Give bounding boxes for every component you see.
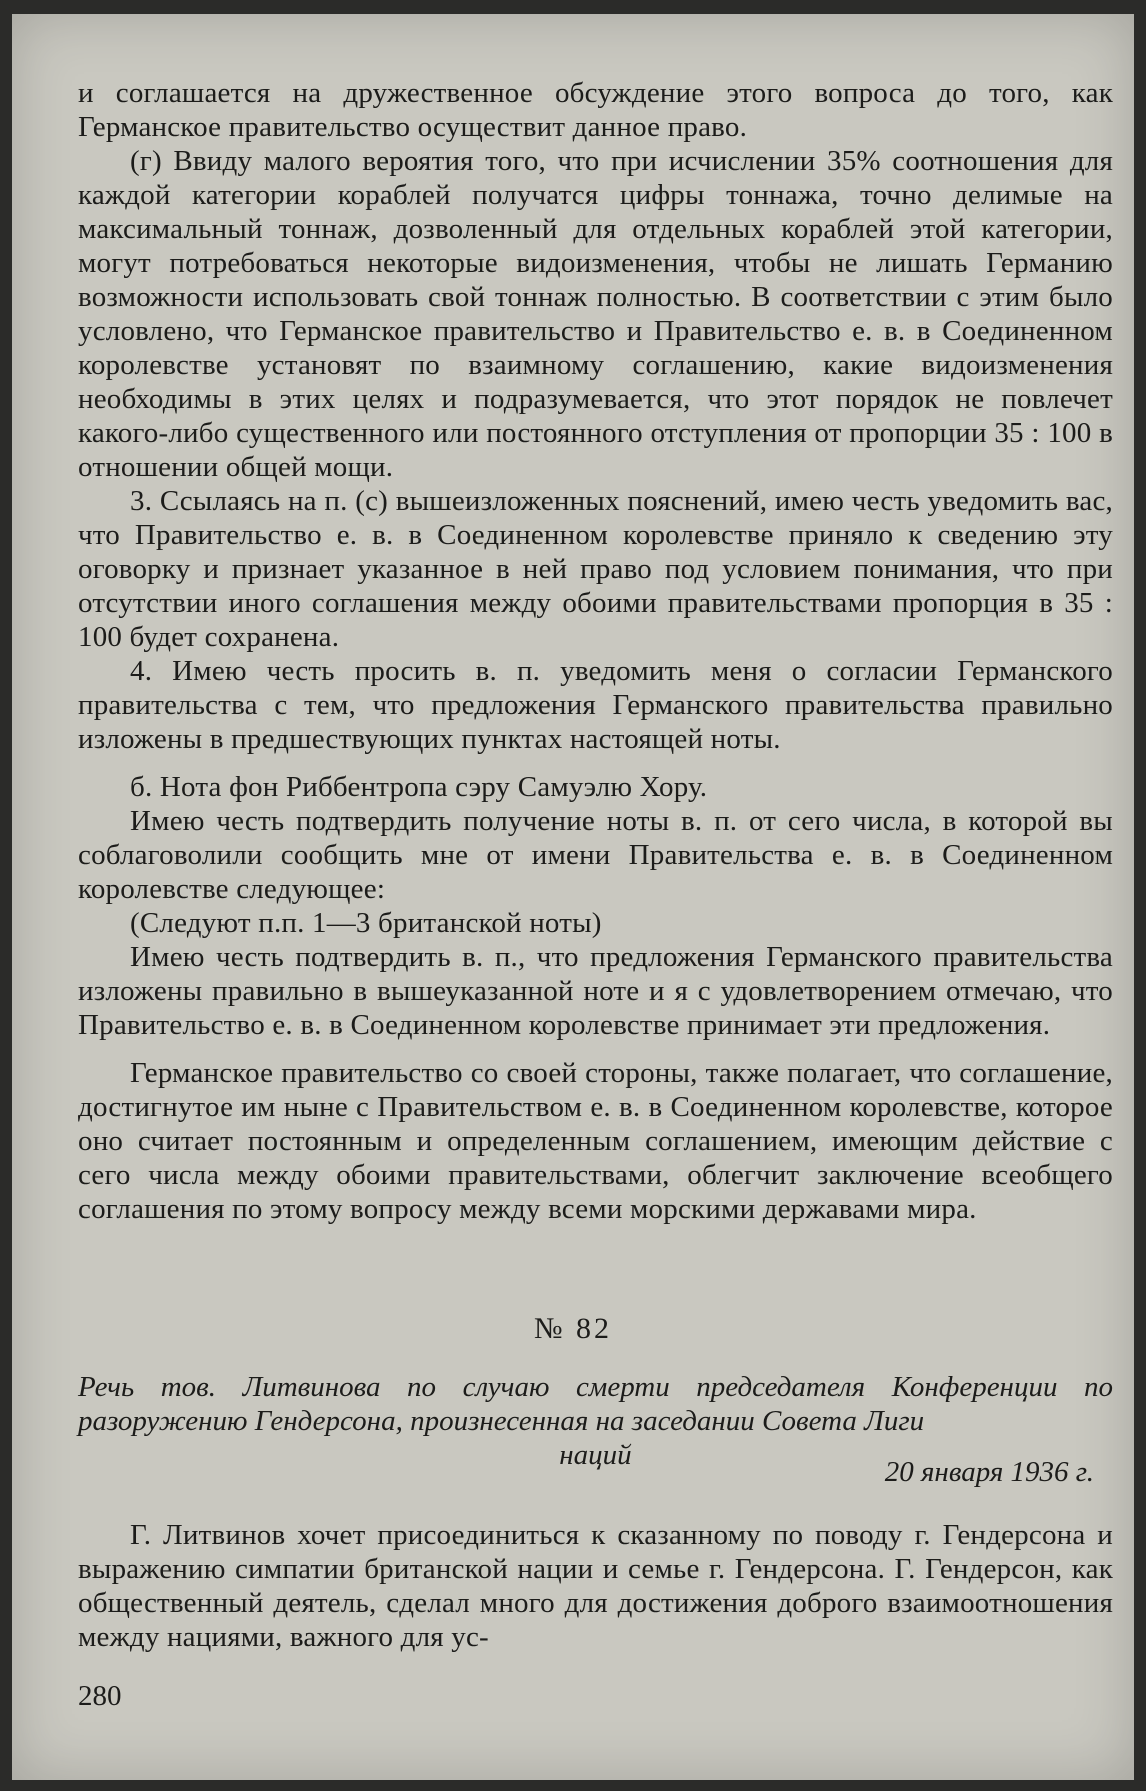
paragraph-point-4: 4. Имею честь просить в. п. уведомить меня о согласии Германского правительства с тем, что предложения Германского правительства правильно изложены в предшествующих пунктах настоящей ноты. [78,655,1113,755]
note-b-paragraph-4: Германское правительство со своей стороны, также полагает, что соглашение, достигнутое им ныне с Правительством е. в. в Соединенном королевстве, которое оно считает постоянным и определенным соглашением, имеющим действие с сего числа между обоими правительствами, облегчит заключение всеобщего соглашения по этому вопросу между всеми морскими державами мира. [78,1057,1113,1225]
page-number: 280 [78,1680,122,1712]
paragraph-continuation: и соглашается на дружественное обсуждение этого вопроса до того, как Германское правительство осуществит данное право. [78,77,1113,143]
text-block-speech [78,1518,1113,1654]
book-page [12,14,1134,1780]
document-date: 20 января 1936 г. [884,1456,1094,1488]
note-b-paragraph-3: Имею честь подтвердить в. п., что предложения Германского правительства изложены правильно в вышеуказанной ноте и я с удовлетворением отмечаю, что Правительство е. в. в Соединенном королевстве принимает эти предложения. [78,941,1113,1041]
note-b-paragraph-2: (Следуют п.п. 1—3 британской ноты) [130,907,602,939]
note-b-paragraph-1: Имею честь подтвердить получение ноты в. п. от сего числа, в которой вы соблаговолили сообщить мне от имени Правительства е. в. в Соединенном королевстве следующее: [78,805,1113,905]
paragraph-clause-g: (г) Ввиду малого вероятия того, что при исчислении 35% соотношения для каждой категории кораблей получатся цифры тоннажа, точно делимые на максимальный тоннаж, дозволенный для отдельных кораблей этой категории, могут потребоваться некоторые видоизменения, чтобы не лишать Германию возможности использовать свой тоннаж полностью. В соответствии с этим было условлено, что Германское правительство и Правительство е. в. в Соединенном королевстве установят по взаимному соглашению, какие видоизменения необходимы в этих целях и подразумевается, что этот порядок не повлечет какого-либо существенного или постоянного отступления от пропорции 35 : 100 в отношении общей мощи. [78,145,1113,483]
document-heading-end: наций [559,1439,632,1471]
note-b-title: б. Нота фон Риббентропа сэру Самуэлю Хору. [130,771,708,803]
document-number: № 82 [533,1312,613,1345]
paragraph-point-3: 3. Ссылаясь на п. (с) вышеизложенных пояснений, имею честь уведомить вас, что Правительство е. в. в Соединенном королевстве приняло к сведению эту оговорку и признает указанное в ней право под условием понимания, что при отсутствии иного соглашения между обоими правительствами пропорция в 35 : 100 будет сохранена. [78,485,1113,653]
document-heading-main: Речь тов. Литвинова по случаю смерти председателя Конференции по разоружению Гендерсона, произнесенная на заседании Совета Лиги [78,1371,1113,1437]
text-block-notes [78,76,1113,1226]
speech-paragraph: Г. Литвинов хочет присоединиться к сказанному по поводу г. Гендерсона и выражению симпатии британской нации и семье г. Гендерсона. Г. Гендерсон, как общественный деятель, сделал много для достижения доброго взаимоотношения между нациями, важного для ус- [78,1519,1113,1653]
